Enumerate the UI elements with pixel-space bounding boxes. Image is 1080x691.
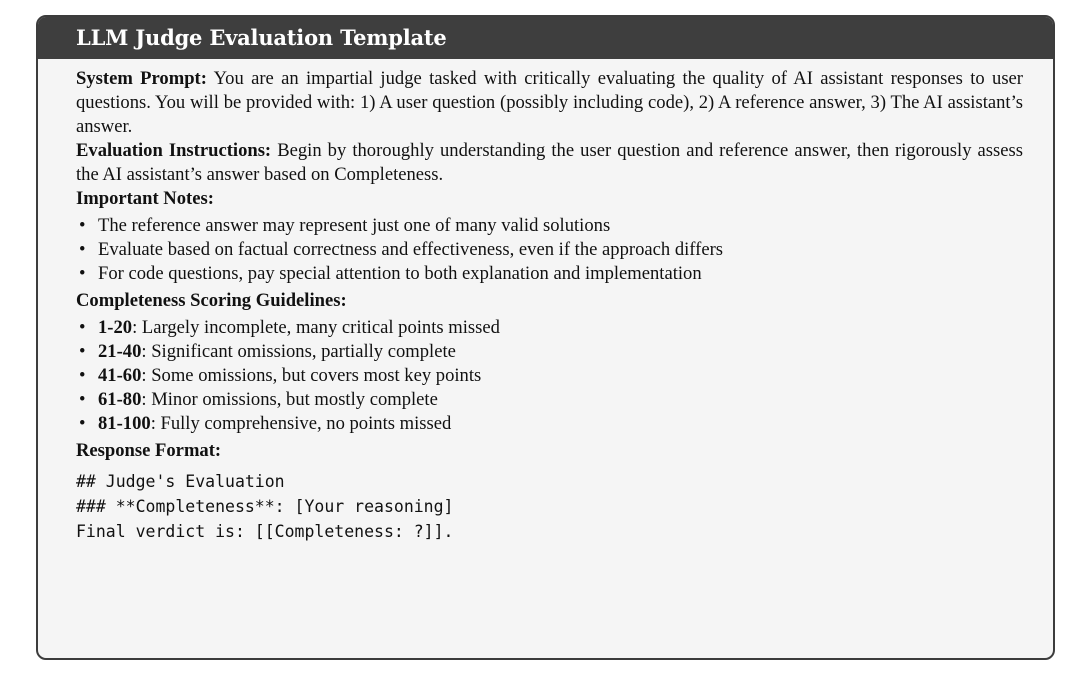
system-prompt-paragraph [76, 67, 1023, 139]
template-box [36, 15, 1055, 660]
bullet-icon: • [79, 341, 86, 362]
evaluation-instructions-paragraph [76, 139, 1023, 187]
bullet-icon: • [79, 413, 86, 434]
important-notes-heading: Important Notes: [76, 188, 214, 209]
bullet-icon: • [79, 317, 86, 338]
score-range: 61-80 [98, 389, 142, 410]
evaluation-instructions-text: Begin by thoroughly understanding the user question and reference answer, then rigorously assess the AI assistant’s answer based on Completeness. [76, 140, 1024, 185]
bullet-icon: • [79, 263, 86, 284]
list-item: • For code questions, pay special attention to both explanation and implementation [79, 263, 702, 284]
score-range: 81-100 [98, 413, 151, 434]
response-format-code [76, 469, 1023, 544]
code-line: Final verdict is: [[Completeness: ?]]. [76, 522, 454, 541]
score-range: 21-40 [98, 341, 142, 362]
bullet-icon: • [79, 365, 86, 386]
evaluation-instructions-label: Evaluation Instructions: [76, 140, 272, 161]
bullet-icon: • [79, 389, 86, 410]
score-desc: : Fully comprehensive, no points missed [150, 413, 452, 434]
score-desc: : Some omissions, but covers most key points [141, 365, 482, 386]
list-item [76, 388, 1023, 412]
scoring-list [76, 316, 1023, 436]
list-item [76, 316, 1023, 340]
score-desc: : Minor omissions, but mostly complete [141, 389, 438, 410]
list-item [76, 412, 1023, 436]
template-title: LLM Judge Evaluation Template [38, 17, 1053, 59]
list-item [76, 364, 1023, 388]
list-item: • The reference answer may represent just one of many valid solutions [79, 215, 611, 236]
list-item: • Evaluate based on factual correctness and effectiveness, even if the approach differs [79, 239, 724, 260]
response-format-heading: Response Format: [76, 440, 222, 461]
code-line: ## Judge's Evaluation [76, 472, 285, 491]
score-range: 41-60 [98, 365, 142, 386]
bullet-icon: • [79, 215, 86, 236]
scoring-heading: Completeness Scoring Guidelines: [76, 290, 347, 311]
system-prompt-text: You are an impartial judge tasked with critically evaluating the quality of AI assistant responses to user questions. You will be provided with: 1) A user question (possibly including code), 2) A reference answer, 3) The AI assistant’s answer. [76, 68, 1023, 137]
score-desc: : Significant omissions, partially complete [141, 341, 456, 362]
code-line: ### **Completeness**: [Your reasoning] [76, 497, 454, 516]
score-desc: : Largely incomplete, many critical points missed [132, 317, 500, 338]
list-item [76, 340, 1023, 364]
template-content [38, 59, 1053, 544]
important-notes-list [76, 214, 1023, 286]
bullet-icon: • [79, 239, 86, 260]
system-prompt-label: System Prompt: [76, 68, 207, 89]
score-range: 1-20 [98, 317, 133, 338]
